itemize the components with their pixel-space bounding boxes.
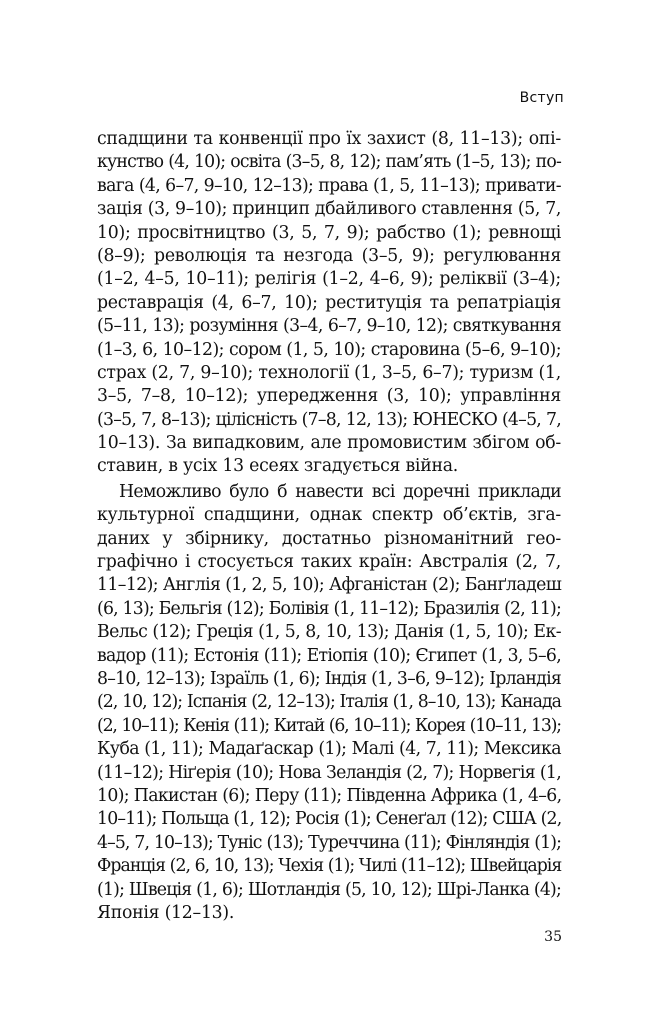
text-line: Куба (1, 11); Мадаґаскар (1); Малі (4, 7, 11); Мексика: [97, 739, 561, 760]
text-line: даних у збірнику, достатньо різноманітний гео-: [97, 528, 561, 549]
text-line: 10); просвітництво (3, 5, 7, 9); рабство (1); ревнощі: [97, 222, 561, 243]
text-line: 10–13). За випадковим, але промовистим збігом об-: [97, 433, 561, 454]
text-line: вадор (11); Естонія (11); Етіопія (10); Єгипет (1, 3, 5–6,: [97, 645, 561, 666]
text-line: (2, 10–11); Кенія (11); Китай (6, 10–11); Корея (10–11, 13);: [97, 715, 561, 736]
text-line: (1–3, 6, 10–12); сором (1, 5, 10); старовина (5–6, 9–10);: [97, 339, 561, 360]
text-line: Неможливо було б навести всі доречні приклади: [119, 481, 561, 502]
text-line: 8–10, 12–13); Ізраїль (1, 6); Індія (1, 3–6, 9–12); Ірландія: [97, 668, 561, 689]
running-head: Вступ: [519, 90, 564, 106]
text-line: кунство (4, 10); освіта (3–5, 8, 12); пам’ять (1–5, 13); по-: [97, 152, 561, 173]
text-line: 10–11); Польща (1, 12); Росія (1); Сенеґал (12); США (2,: [97, 809, 562, 830]
text-line: 3–5, 7–8, 10–12); упередження (3, 10); управління: [97, 386, 561, 407]
text-line: культурної спадщини, однак спектр об’єктів, зга-: [97, 505, 561, 526]
text-line: зація (3, 9–10); принцип дбайливого ставлення (5, 7,: [97, 199, 561, 220]
text-line: (3–5, 7, 8–13); цілісність (7–8, 12, 13); ЮНЕСКО (4–5, 7,: [97, 409, 561, 430]
text-line: (8–9); революція та незгода (3–5, 9); регулювання: [97, 245, 561, 266]
text-line: (2, 10, 12); Іспанія (2, 12–13); Італія (1, 8–10, 13); Канада: [97, 692, 561, 713]
text-line: (5–11, 13); розуміння (3–4, 6–7, 9–10, 12); святкування: [97, 316, 561, 337]
text-line: вага (4, 6–7, 9–10, 12–13); права (1, 5, 11–13); привати-: [97, 175, 561, 196]
text-line: реставрація (4, 6–7, 10); реституція та репатріація: [97, 292, 561, 313]
text-line: Вельс (12); Греція (1, 5, 8, 10, 13); Данія (1, 5, 10); Ек-: [97, 622, 561, 643]
text-line: страх (2, 7, 9–10); технології (1, 3–5, 6–7); туризм (1,: [97, 362, 561, 383]
text-line: графічно і стосується таких країн: Австралія (2, 7,: [97, 552, 561, 573]
paragraph-1: [97, 128, 561, 479]
text-line: (1); Швеція (1, 6); Шотландія (5, 10, 12); Шрі-Ланка (4);: [97, 879, 561, 900]
text-line: 4–5, 7, 10–13); Туніс (13); Туреччина (11); Фінляндія (1);: [97, 832, 561, 853]
text-line: (6, 13); Бельгія (12); Болівія (1, 11–12); Бразилія (2, 11);: [97, 598, 561, 619]
paragraph-2: [97, 481, 561, 925]
text-line: ставин, в усіх 13 есеях згадується війна.: [97, 456, 459, 477]
text-line: Франція (2, 6, 10, 13); Чехія (1); Чилі (11–12); Швейцарія: [97, 856, 562, 877]
text-line: (11–12); Ніґерія (10); Нова Зеландія (2, 7); Норвегія (1,: [97, 762, 561, 783]
text-line: 11–12); Англія (1, 2, 5, 10); Афганістан (2); Банґладеш: [97, 575, 562, 596]
text-line: Японія (12–13).: [97, 902, 235, 923]
text-line: спадщини та конвенції про їх захист (8, 11–13); опі-: [97, 129, 561, 149]
body-text: [97, 128, 561, 925]
text-line: (1–2, 4–5, 10–11); релігія (1–2, 4–6, 9); реліквії (3–4);: [97, 269, 561, 290]
text-line: 10); Пакистан (6); Перу (11); Південна Африка (1, 4–6,: [97, 785, 562, 806]
page-number: 35: [544, 929, 562, 945]
